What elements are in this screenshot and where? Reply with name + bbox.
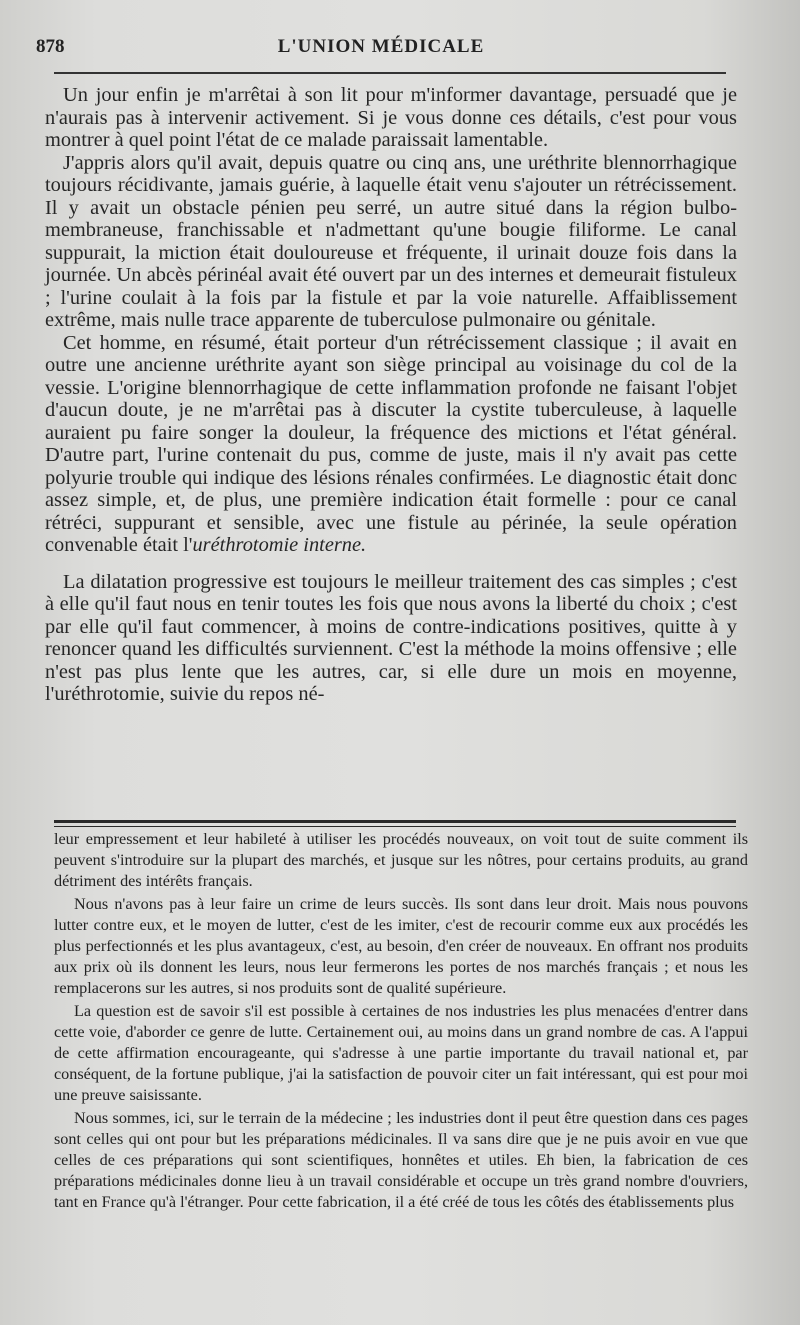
page-number: 878 xyxy=(36,36,65,57)
header-rule xyxy=(54,72,726,74)
footnote-paragraph-2: Nous n'avons pas à leur faire un crime de leurs succès. Ils sont dans leur droit. Mais nous pouvons lutter contre eux, et le moyen de lutter, c'est de les imiter, c'est de recourir comme eux aux procédés les plus perfectionnés et les plus avantageux, c'est, au besoin, d'en créer de nouveaux. En offrant nos produits aux prix où ils donnent les leurs, nous leur fermerons les portes de nos marchés français ; et nous les remplacerons sur les autres, si nos produits sont de qualité supérieure. xyxy=(54,895,748,997)
footnote-rule-thick xyxy=(54,820,736,823)
main-paragraph-4: La dilatation progressive est toujours le meilleur traitement des cas simples ; c'est à elle qu'il faut nous en tenir toutes les fois que nous avons la liberté du choix ; c'est par elle qu'il faut commencer, à moins de contre-indications positives, quitte à y renoncer quand les difficultés surviennent. C'est la méthode la moins offensive ; elle n'est pas plus lente que les autres, car, si elle dure un mois en moyenne, l'uréthrotomie, suivie du repos né- xyxy=(45,570,737,705)
page-header xyxy=(36,34,726,64)
footnote-section xyxy=(54,829,748,1215)
footnote-rule-thin xyxy=(54,826,736,827)
footnote-paragraph-4: Nous sommes, ici, sur le terrain de la médecine ; les industries dont il peut être question dans ces pages sont celles qui ont pour but les préparations médicinales. Il va sans dire que je ne puis avoir en vue que celles de ces préparations qui sont scientifiques, honnêtes et utiles. Eh bien, la fabrication de ces préparations médicinales donne lieu à un travail considérable et occupe un très grand nombre d'ouvriers, tant en France qu'à l'étranger. Pour cette fabrication, il a été créé de tous les côtés des établissements plus xyxy=(54,1109,748,1211)
journal-title: L'UNION MÉDICALE xyxy=(277,36,485,57)
main-paragraph-1: Un jour enfin je m'arrêtai à son lit pour m'informer davantage, persuadé que je n'aurais pas à intervenir activement. Si je vous donne ces détails, c'est pour vous montrer à quel point l'état de ce malade paraissait lamentable. xyxy=(45,84,737,151)
main-paragraph-2: J'appris alors qu'il avait, depuis quatre ou cinq ans, une uréthrite blennorrhagique toujours récidivante, jamais guérie, à laquelle était venu s'ajouter un rétrécissement. Il y avait un obstacle pénien peu serré, un autre situé dans la région bulbo-membraneuse, franchissable et n'admettant qu'une bougie filiforme. Le canal suppurait, la miction était douloureuse et fréquente, il urinait douze fois dans la journée. Un abcès périnéal avait été ouvert par un des internes et demeurait fistuleux ; l'urine coulait à la fois par la fistule et par la voie naturelle. Affaiblissement extrême, mais nulle trace apparente de tuberculose pulmonaire ou génitale. xyxy=(45,151,737,331)
footnote-paragraph-3: La question est de savoir s'il est possible à certaines de nos industries les plus menacées d'entrer dans cette voie, d'aborder ce genre de lutte. Certainement oui, au moins dans un grand nombre de cas. A l'appui de cette affirmation encourageante, qui s'adresse à une partie importante du travail national et, par conséquent, de la fortune publique, j'ai la satisfaction de pouvoir citer un fait intéressant, qui est pour moi une preuve saisissante. xyxy=(54,1002,748,1104)
footnote-paragraph-1: leur empressement et leur habileté à utiliser les procédés nouveaux, on voit tout de suite comment ils peuvent s'introduire sur la plupart des marchés, et jusque sur les nôtres, pour certains produits, au grand détriment des intérêts français. xyxy=(54,830,748,890)
main-paragraph-3 xyxy=(45,332,737,557)
main-text xyxy=(45,84,737,706)
main-paragraph-3-text: Cet homme, en résumé, était porteur d'un rétrécissement classique ; il avait en outre une ancienne uréthrite ayant son siège principal au voisinage du col de la vessie. L'origine blennorrhagique de cette inflammation profonde ne faisant l'objet d'aucun doute, je ne m'arrêtai pas à discuter la cystite tuberculeuse, à laquelle auraient pu faire songer la douleur, la fréquence des mictions et l'état général. D'autre part, l'urine contenait du pus, comme de juste, mais il n'y avait pas cette polyurie trouble qui indique des lésions rénales confirmées. Le diagnostic était donc assez simple, et, de plus, une première indication était formelle : pour ce canal rétréci, suppurant et sensible, avec une fistule au périnée, la seule opération convenable était l' xyxy=(45,331,737,556)
main-paragraph-3-italic: uréthrotomie interne. xyxy=(192,534,367,556)
